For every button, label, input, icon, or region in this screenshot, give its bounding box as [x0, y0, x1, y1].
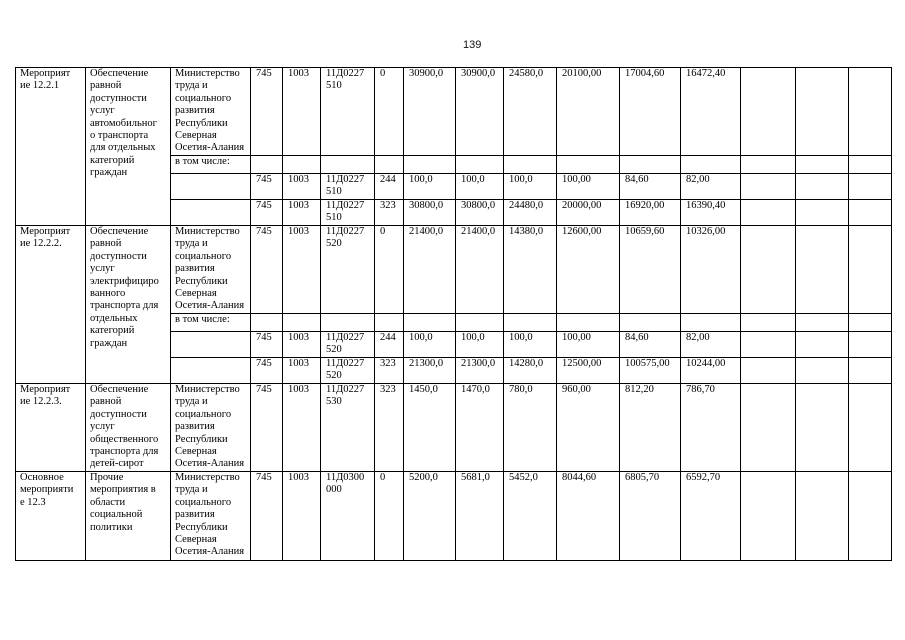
document-table	[15, 67, 892, 561]
value-cell: 5452,0	[504, 472, 557, 561]
value-cell: 244	[375, 174, 404, 200]
value-cell: 960,00	[557, 384, 620, 472]
description-cell: Прочие мероприятия в области социальной политики	[86, 472, 171, 561]
empty-cell	[504, 156, 557, 174]
value-cell: 17004,60	[620, 68, 681, 156]
executor-cell: Министерство труда и социального развития Республики Северная Осетия-Алания	[171, 472, 251, 561]
value-cell: 30800,0	[404, 200, 456, 226]
value-cell: 10326,00	[681, 226, 741, 314]
empty-cell	[849, 174, 892, 200]
value-cell: 1003	[283, 226, 321, 314]
empty-cell	[796, 174, 849, 200]
empty-cell	[849, 226, 892, 314]
value-cell: 82,00	[681, 332, 741, 358]
empty-cell	[849, 156, 892, 174]
empty-cell	[171, 200, 251, 226]
event-cell: Основное мероприяти е 12.3	[16, 472, 86, 561]
empty-cell	[741, 174, 796, 200]
value-cell: 745	[251, 472, 283, 561]
empty-cell	[741, 358, 796, 384]
empty-cell	[796, 226, 849, 314]
empty-cell	[321, 314, 375, 332]
empty-cell	[796, 332, 849, 358]
empty-cell	[796, 472, 849, 561]
empty-cell	[796, 200, 849, 226]
value-cell: 812,20	[620, 384, 681, 472]
value-cell: 30900,0	[456, 68, 504, 156]
value-cell: 11Д0227 520	[321, 358, 375, 384]
value-cell: 100575,00	[620, 358, 681, 384]
empty-cell	[741, 156, 796, 174]
value-cell: 745	[251, 226, 283, 314]
executor-cell: Министерство труда и социального развития Республики Северная Осетия-Алания	[171, 384, 251, 472]
table-row	[16, 384, 892, 472]
empty-cell	[796, 358, 849, 384]
value-cell: 16472,40	[681, 68, 741, 156]
value-cell: 745	[251, 384, 283, 472]
value-cell: 1003	[283, 332, 321, 358]
executor-cell: Министерство труда и социального развития Республики Северная Осетия-Алания	[171, 226, 251, 314]
empty-cell	[796, 314, 849, 332]
empty-cell	[171, 358, 251, 384]
value-cell: 12600,00	[557, 226, 620, 314]
empty-cell	[456, 314, 504, 332]
empty-cell	[849, 384, 892, 472]
value-cell: 323	[375, 384, 404, 472]
empty-cell	[796, 156, 849, 174]
value-cell: 1003	[283, 200, 321, 226]
value-cell: 5681,0	[456, 472, 504, 561]
value-cell: 745	[251, 68, 283, 156]
executor-cell: в том числе:	[171, 156, 251, 174]
table-row	[16, 472, 892, 561]
value-cell: 8044,60	[557, 472, 620, 561]
event-cell: Мероприят ие 12.2.1	[16, 68, 86, 226]
description-cell: Обеспечение равной доступности услуг общественного транспорта для детей-сирот	[86, 384, 171, 472]
empty-cell	[849, 314, 892, 332]
value-cell: 100,00	[557, 332, 620, 358]
empty-cell	[404, 156, 456, 174]
empty-cell	[283, 156, 321, 174]
empty-cell	[741, 314, 796, 332]
value-cell: 82,00	[681, 174, 741, 200]
event-cell: Мероприят ие 12.2.3.	[16, 384, 86, 472]
empty-cell	[849, 332, 892, 358]
empty-cell	[849, 472, 892, 561]
empty-cell	[849, 68, 892, 156]
value-cell: 84,60	[620, 332, 681, 358]
value-cell: 745	[251, 332, 283, 358]
value-cell: 0	[375, 68, 404, 156]
empty-cell	[741, 384, 796, 472]
empty-cell	[557, 314, 620, 332]
value-cell: 30900,0	[404, 68, 456, 156]
value-cell: 1450,0	[404, 384, 456, 472]
value-cell: 11Д0300 000	[321, 472, 375, 561]
value-cell: 786,70	[681, 384, 741, 472]
value-cell: 11Д0227 530	[321, 384, 375, 472]
value-cell: 84,60	[620, 174, 681, 200]
value-cell: 6805,70	[620, 472, 681, 561]
value-cell: 12500,00	[557, 358, 620, 384]
value-cell: 100,00	[557, 174, 620, 200]
value-cell: 745	[251, 174, 283, 200]
executor-cell: в том числе:	[171, 314, 251, 332]
empty-cell	[171, 332, 251, 358]
empty-cell	[321, 156, 375, 174]
empty-cell	[796, 68, 849, 156]
table-row	[16, 226, 892, 314]
empty-cell	[741, 68, 796, 156]
description-cell: Обеспечение равной доступности услуг электрифициро ванного транспорта для отдельных категорий граждан	[86, 226, 171, 384]
empty-cell	[620, 156, 681, 174]
value-cell: 11Д0227 510	[321, 174, 375, 200]
empty-cell	[251, 156, 283, 174]
value-cell: 10244,00	[681, 358, 741, 384]
value-cell: 14380,0	[504, 226, 557, 314]
value-cell: 100,0	[504, 332, 557, 358]
value-cell: 1003	[283, 174, 321, 200]
empty-cell	[741, 226, 796, 314]
value-cell: 5200,0	[404, 472, 456, 561]
value-cell: 745	[251, 200, 283, 226]
description-cell: Обеспечение равной доступности услуг автомобильног о транспорта для отдельных категорий граждан	[86, 68, 171, 226]
value-cell: 745	[251, 358, 283, 384]
value-cell: 100,0	[404, 174, 456, 200]
empty-cell	[849, 200, 892, 226]
empty-cell	[283, 314, 321, 332]
value-cell: 24580,0	[504, 68, 557, 156]
empty-cell	[251, 314, 283, 332]
empty-cell	[796, 384, 849, 472]
value-cell: 20000,00	[557, 200, 620, 226]
value-cell: 10659,60	[620, 226, 681, 314]
value-cell: 11Д0227 510	[321, 68, 375, 156]
value-cell: 1003	[283, 384, 321, 472]
table-row	[16, 68, 892, 156]
value-cell: 1003	[283, 472, 321, 561]
empty-cell	[741, 332, 796, 358]
value-cell: 24480,0	[504, 200, 557, 226]
empty-cell	[504, 314, 557, 332]
value-cell: 14280,0	[504, 358, 557, 384]
empty-cell	[375, 314, 404, 332]
value-cell: 30800,0	[456, 200, 504, 226]
value-cell: 20100,00	[557, 68, 620, 156]
empty-cell	[681, 156, 741, 174]
value-cell: 244	[375, 332, 404, 358]
value-cell: 0	[375, 472, 404, 561]
value-cell: 16920,00	[620, 200, 681, 226]
empty-cell	[849, 358, 892, 384]
empty-cell	[375, 156, 404, 174]
table-body	[16, 68, 892, 561]
event-cell: Мероприят ие 12.2.2.	[16, 226, 86, 384]
value-cell: 323	[375, 200, 404, 226]
value-cell: 323	[375, 358, 404, 384]
empty-cell	[404, 314, 456, 332]
value-cell: 100,0	[504, 174, 557, 200]
value-cell: 100,0	[456, 332, 504, 358]
value-cell: 0	[375, 226, 404, 314]
value-cell: 11Д0227 520	[321, 332, 375, 358]
value-cell: 21300,0	[404, 358, 456, 384]
value-cell: 21300,0	[456, 358, 504, 384]
page-number: 139	[463, 39, 482, 51]
value-cell: 6592,70	[681, 472, 741, 561]
empty-cell	[620, 314, 681, 332]
value-cell: 11Д0227 510	[321, 200, 375, 226]
value-cell: 1003	[283, 358, 321, 384]
empty-cell	[741, 200, 796, 226]
empty-cell	[171, 174, 251, 200]
empty-cell	[456, 156, 504, 174]
value-cell: 100,0	[404, 332, 456, 358]
value-cell: 780,0	[504, 384, 557, 472]
value-cell: 11Д0227 520	[321, 226, 375, 314]
empty-cell	[557, 156, 620, 174]
value-cell: 100,0	[456, 174, 504, 200]
value-cell: 16390,40	[681, 200, 741, 226]
executor-cell: Министерство труда и социального развития Республики Северная Осетия-Алания	[171, 68, 251, 156]
value-cell: 1003	[283, 68, 321, 156]
value-cell: 21400,0	[456, 226, 504, 314]
value-cell: 21400,0	[404, 226, 456, 314]
value-cell: 1470,0	[456, 384, 504, 472]
empty-cell	[741, 472, 796, 561]
empty-cell	[681, 314, 741, 332]
